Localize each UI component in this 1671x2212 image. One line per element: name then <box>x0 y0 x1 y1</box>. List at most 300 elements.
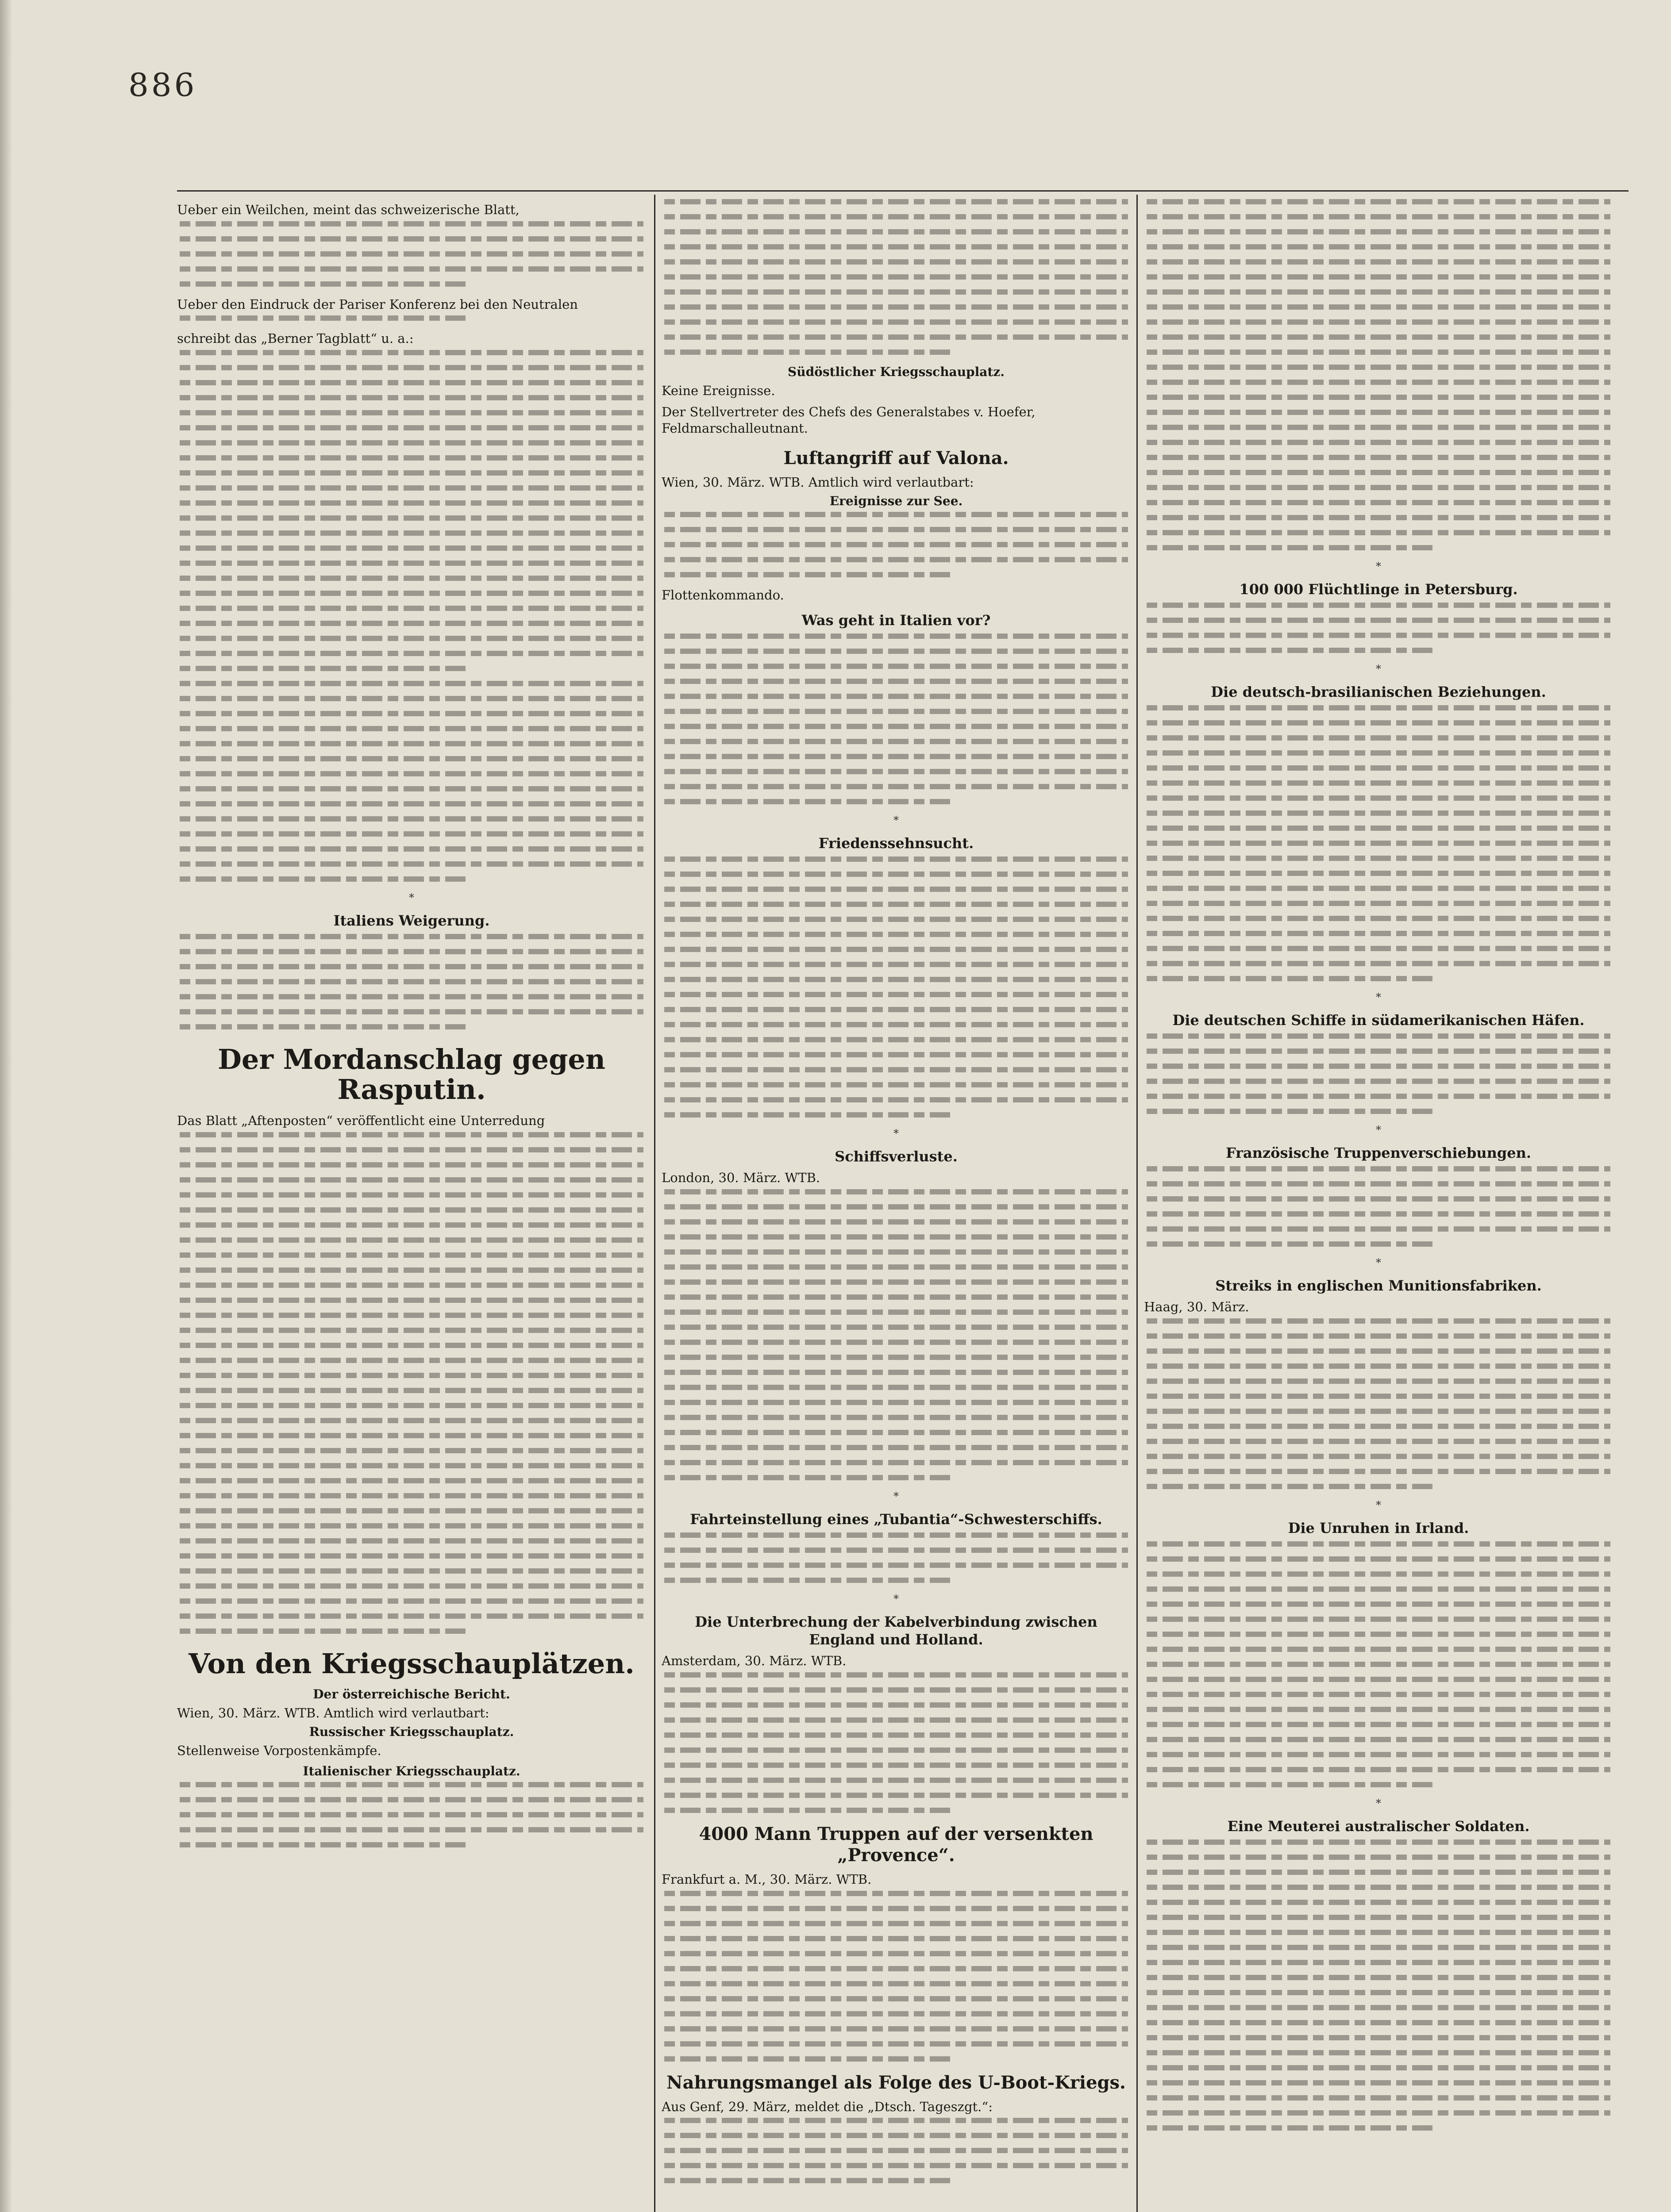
text-line <box>664 1672 1128 1678</box>
text-line <box>180 1132 643 1137</box>
text-line <box>180 591 643 596</box>
paragraph <box>1144 705 1613 981</box>
paragraph <box>177 1113 646 1634</box>
text-line <box>180 365 643 370</box>
article-heading: Friedenssehnsucht. <box>818 835 974 852</box>
text-line <box>180 470 643 476</box>
text-line <box>180 964 643 969</box>
text-line <box>664 229 1128 234</box>
column-rule-2 <box>1136 195 1138 2212</box>
text-line <box>1147 1930 1610 1935</box>
text-line <box>180 221 643 227</box>
text-line <box>1147 618 1610 623</box>
subheading: Russischer Kriegsschauplatz. <box>309 1724 514 1739</box>
text-line <box>664 1249 1128 1255</box>
text-line <box>1147 1439 1610 1444</box>
paragraph <box>1144 1541 1613 1787</box>
text-line <box>664 1460 1128 1465</box>
text-line <box>664 1430 1128 1435</box>
column-rule-1 <box>654 195 655 2212</box>
text-line <box>1147 720 1610 726</box>
text-line <box>1147 2080 1610 2085</box>
paragraph-opening: Frankfurt a. M., 30. März. WTB. <box>662 1871 872 1887</box>
text-line <box>664 1702 1128 1708</box>
paragraph-opening: Das Blatt „Aftenposten“ veröffentlicht eine Unterredung <box>177 1113 545 1129</box>
text-line <box>1147 795 1610 801</box>
text-line <box>180 236 643 242</box>
text-line <box>1147 750 1610 756</box>
text-line <box>664 739 1128 744</box>
text-line <box>1147 765 1610 771</box>
text-line <box>1147 289 1610 295</box>
text-line <box>664 2118 1128 2123</box>
paragraph <box>662 1871 1131 2062</box>
notice-text: Der Stellvertreter des Chefs des Generalstabes v. Hoefer, Feldmarschalleutnant. <box>662 404 1036 436</box>
text-line <box>1147 2005 1610 2010</box>
text-line <box>1147 1662 1610 1667</box>
text-line <box>664 319 1128 325</box>
text-lines <box>177 681 646 882</box>
text-line <box>180 696 643 701</box>
text-line <box>1147 229 1610 234</box>
article-heading: Eine Meuterei australischer Soldaten. <box>1227 1817 1530 1835</box>
text-line <box>180 1478 643 1483</box>
text-line <box>664 334 1128 340</box>
section-separator: * <box>893 1490 899 1503</box>
text-lines <box>1144 199 1613 550</box>
text-line <box>1147 976 1434 981</box>
subheading: Der österreichische Bericht. <box>313 1687 510 1702</box>
text-line <box>1147 841 1610 846</box>
text-lines <box>662 1189 1131 1480</box>
text-line <box>180 1328 643 1333</box>
text-line <box>180 1009 643 1014</box>
text-line <box>180 816 643 822</box>
section-headline: 4000 Mann Truppen auf der versenkten „Provence“. <box>699 1823 1093 1866</box>
text-line <box>664 1763 1128 1768</box>
text-line <box>1147 2020 1610 2025</box>
text-line <box>664 1189 1128 1194</box>
text-line <box>180 1147 643 1152</box>
article-heading: Schiffsverluste. <box>835 1148 958 1165</box>
text-line <box>664 1578 952 1583</box>
headline: Der Mordanschlag gegen Rasputin. <box>218 1043 605 1106</box>
text-line <box>1147 931 1610 936</box>
dateline: Wien, 30. März. WTB. Amtlich wird verlautbart: <box>177 1705 489 1721</box>
text-line <box>664 1279 1128 1285</box>
text-line <box>1147 1079 1610 1084</box>
text-line <box>664 1325 1128 1330</box>
text-line <box>1147 1767 1610 1772</box>
text-line <box>664 1219 1128 1225</box>
text-lines <box>662 634 1131 804</box>
text-line <box>664 1732 1128 1738</box>
text-line <box>1147 886 1610 891</box>
text-line <box>664 1204 1128 1210</box>
text-line <box>664 2011 1128 2016</box>
text-lines <box>177 934 646 1029</box>
paragraph <box>1144 1299 1613 1489</box>
text-line <box>180 1343 643 1348</box>
paragraph <box>662 2099 1131 2184</box>
binding-shadow <box>0 0 12 2212</box>
text-line <box>664 542 1128 547</box>
text-lines <box>177 221 646 287</box>
text-line <box>180 1628 467 1634</box>
text-line <box>1147 274 1610 280</box>
text-line <box>664 2148 1128 2153</box>
text-line <box>664 1264 1128 1270</box>
text-line <box>180 1388 643 1393</box>
text-line <box>1147 826 1610 831</box>
text-line <box>1147 1707 1610 1712</box>
text-line <box>664 1966 1128 1971</box>
text-line <box>664 1082 1128 1087</box>
text-line <box>180 1207 643 1213</box>
paragraph-opening: Ueber ein Weilchen, meint das schweizerische Blatt, <box>177 202 520 217</box>
text-line <box>664 887 1128 892</box>
article-heading: Was geht in Italien vor? <box>801 612 991 629</box>
text-line <box>180 681 643 686</box>
text-line <box>664 1808 952 1813</box>
text-line <box>664 557 1128 562</box>
text-line <box>1147 2050 1610 2055</box>
text-line <box>180 1523 643 1528</box>
text-line <box>664 932 1128 937</box>
text-line <box>1147 1363 1610 1369</box>
text-line <box>1147 319 1610 325</box>
text-line <box>1147 871 1610 876</box>
text-line <box>1147 1647 1610 1652</box>
text-line <box>1147 1722 1610 1727</box>
text-line <box>1147 1348 1610 1354</box>
section-headline: Luftangriff auf Valona. <box>783 448 1009 469</box>
text-line <box>180 1553 643 1559</box>
text-line <box>1147 901 1610 906</box>
text-line <box>664 1891 1128 1896</box>
text-line <box>664 2178 952 2183</box>
text-line <box>664 2163 1128 2168</box>
text-line <box>180 440 643 445</box>
text-line <box>664 754 1128 759</box>
text-line <box>180 756 643 761</box>
text-line <box>180 801 643 806</box>
text-line <box>1147 1181 1610 1187</box>
paragraph <box>177 934 646 1029</box>
text-line <box>180 1403 643 1408</box>
text-line <box>180 846 643 852</box>
text-line <box>1147 1737 1610 1742</box>
text-line <box>1147 603 1610 608</box>
text-line <box>180 1827 643 1832</box>
text-line <box>1147 1556 1610 1562</box>
text-line <box>664 679 1128 684</box>
article-heading: Die deutsch-brasilianischen Beziehungen. <box>1211 684 1546 700</box>
text-line <box>664 1022 1128 1027</box>
text-line <box>180 1267 643 1273</box>
text-lines <box>177 315 646 321</box>
text-line <box>664 1007 1128 1012</box>
text-line <box>180 530 643 536</box>
text-line <box>180 979 643 984</box>
text-line <box>180 726 643 731</box>
text-line <box>1147 500 1610 505</box>
text-line <box>664 244 1128 250</box>
text-line <box>1147 1945 1610 1950</box>
text-line <box>1147 1839 1610 1845</box>
text-line <box>180 621 643 626</box>
paragraph-opening: Ueber den Eindruck der Pariser Konferenz bei den Neutralen <box>177 296 578 312</box>
text-line <box>1147 1211 1610 1217</box>
text-line <box>1147 1094 1610 1099</box>
text-lines <box>177 1782 646 1847</box>
text-lines <box>177 1132 646 1634</box>
text-lines <box>1144 1541 1613 1787</box>
text-line <box>664 1687 1128 1693</box>
paragraph <box>1144 199 1613 550</box>
section-separator: * <box>1376 1797 1381 1809</box>
paragraph <box>1144 1166 1613 1247</box>
text-line <box>1147 648 1434 653</box>
text-line <box>1147 946 1610 951</box>
text-line <box>180 1782 643 1787</box>
text-line <box>180 380 643 385</box>
text-line <box>1147 199 1610 204</box>
article-heading: Streiks in englischen Munitionsfabriken. <box>1215 1277 1542 1294</box>
text-line <box>1147 1692 1610 1697</box>
notice-text: Keine Ereignisse. <box>662 383 775 398</box>
text-line <box>180 1024 467 1029</box>
text-line <box>180 1313 643 1318</box>
text-lines <box>662 199 1131 355</box>
text-line <box>180 934 643 939</box>
text-line <box>180 741 643 746</box>
article-heading: Italiens Weigerung. <box>333 912 490 929</box>
text-line <box>180 831 643 837</box>
text-line <box>180 1508 643 1513</box>
text-lines <box>1144 603 1613 653</box>
section-separator: * <box>1376 1498 1381 1511</box>
article-heading: Die Unterbrechung der Kabelverbindung zwischen England und Holland. <box>695 1613 1097 1648</box>
text-lines <box>1144 1033 1613 1114</box>
text-line <box>1147 1241 1434 1247</box>
text-line <box>180 1358 643 1363</box>
text-line <box>1147 1064 1610 1069</box>
text-line <box>180 425 643 430</box>
article-heading: Französische Truppenverschiebungen. <box>1225 1144 1532 1161</box>
text-line <box>1147 395 1610 400</box>
section-separator: * <box>1376 991 1381 1003</box>
text-line <box>180 1177 643 1183</box>
paragraph-opening: schreibt das „Berner Tagblatt“ u. a.: <box>177 331 414 346</box>
text-line <box>1147 304 1610 310</box>
text-line <box>664 1717 1128 1723</box>
text-line <box>180 545 643 551</box>
text-line <box>1147 2095 1610 2101</box>
paragraph-opening: London, 30. März. WTB. <box>662 1170 820 1186</box>
text-line <box>1147 1394 1610 1399</box>
text-line <box>664 1067 1128 1072</box>
section-separator: * <box>1376 1256 1381 1269</box>
text-line <box>664 664 1128 669</box>
text-line <box>180 561 643 566</box>
text-line <box>664 1793 1128 1798</box>
text-line <box>180 410 643 415</box>
text-line <box>180 1418 643 1423</box>
text-line <box>1147 1990 1610 1995</box>
text-line <box>664 1981 1128 1986</box>
paragraph-opening: Amsterdam, 30. März. WTB. <box>662 1653 847 1669</box>
text-line <box>180 861 643 867</box>
text-line <box>664 1951 1128 1956</box>
text-line <box>1147 1571 1610 1577</box>
text-line <box>1147 244 1610 250</box>
text-line <box>664 694 1128 699</box>
text-line <box>180 636 643 641</box>
text-line <box>1147 380 1610 385</box>
text-lines <box>662 856 1131 1118</box>
text-line <box>664 1340 1128 1345</box>
notice-text: Flottenkommando. <box>662 587 784 603</box>
text-line <box>1147 1855 1610 1860</box>
text-line <box>1147 1782 1434 1787</box>
text-line <box>664 1548 1128 1553</box>
text-line <box>180 251 643 257</box>
text-line <box>664 214 1128 219</box>
text-line <box>1147 1900 1610 1905</box>
text-line <box>664 527 1128 532</box>
text-line <box>180 666 467 671</box>
text-line <box>664 289 1128 295</box>
text-line <box>1147 410 1610 415</box>
text-line <box>664 1234 1128 1240</box>
section-headline: Nahrungsmangel als Folge des U-Boot-Kriegs. <box>666 2072 1126 2093</box>
text-line <box>180 786 643 791</box>
text-line <box>664 917 1128 922</box>
text-line <box>664 1355 1128 1360</box>
text-line <box>180 266 643 272</box>
text-lines <box>662 1891 1131 2062</box>
text-line <box>180 651 643 656</box>
text-lines <box>1144 1166 1613 1247</box>
text-line <box>1147 961 1610 966</box>
paragraph <box>662 1653 1131 1813</box>
text-line <box>664 769 1128 774</box>
text-line <box>664 784 1128 789</box>
text-line <box>664 1996 1128 2001</box>
text-line <box>1147 1617 1610 1622</box>
text-line <box>180 1162 643 1167</box>
text-line <box>664 872 1128 877</box>
text-line <box>1147 334 1610 340</box>
text-line <box>1147 470 1610 475</box>
text-line <box>180 1448 643 1453</box>
text-line <box>664 1778 1128 1783</box>
text-line <box>1147 440 1610 445</box>
text-line <box>1147 1048 1610 1054</box>
text-line <box>1147 1318 1610 1324</box>
text-line <box>180 1192 643 1198</box>
column-right <box>1144 199 1613 2212</box>
paragraph <box>1144 603 1613 653</box>
paragraph <box>662 512 1131 577</box>
text-line <box>664 1037 1128 1042</box>
paragraph <box>177 330 646 671</box>
text-line <box>664 1415 1128 1420</box>
text-line <box>664 274 1128 280</box>
text-lines <box>1144 1318 1613 1489</box>
text-line <box>664 902 1128 907</box>
paragraph <box>177 1782 646 1847</box>
text-line <box>664 349 952 355</box>
dateline: Wien, 30. März. WTB. Amtlich wird verlautbart: <box>662 475 974 490</box>
text-line <box>1147 214 1610 219</box>
text-line <box>1147 1109 1434 1114</box>
top-rule <box>177 190 1629 192</box>
text-line <box>664 856 1128 862</box>
text-lines <box>662 512 1131 577</box>
text-line <box>180 711 643 716</box>
section-separator: * <box>1376 663 1381 675</box>
text-line <box>180 1598 643 1604</box>
text-line <box>180 515 643 521</box>
text-line <box>1147 780 1610 786</box>
text-line <box>180 500 643 506</box>
text-line <box>180 1237 643 1243</box>
paragraph <box>662 856 1131 1118</box>
text-line <box>664 947 1128 952</box>
text-line <box>180 485 643 491</box>
text-line <box>1147 425 1610 430</box>
text-line <box>180 1373 643 1378</box>
text-line <box>664 259 1128 265</box>
text-line <box>1147 735 1610 741</box>
text-line <box>180 1842 467 1847</box>
section-separator: * <box>893 1593 899 1605</box>
text-line <box>1147 1484 1434 1489</box>
text-line <box>180 606 643 611</box>
paragraph <box>1144 1033 1613 1114</box>
text-line <box>664 1475 952 1480</box>
text-line <box>664 799 952 804</box>
text-line <box>1147 455 1610 460</box>
text-line <box>664 304 1128 310</box>
text-line <box>180 1812 643 1817</box>
text-line <box>180 771 643 776</box>
subheading: Ereignisse zur See. <box>829 493 963 508</box>
text-line <box>664 2026 1128 2032</box>
text-line <box>180 395 643 400</box>
text-line <box>180 350 643 355</box>
paragraph <box>1144 1839 1613 2131</box>
text-line <box>180 949 643 954</box>
text-line <box>180 281 467 287</box>
text-line <box>180 1433 643 1438</box>
text-line <box>664 199 1128 204</box>
subheading: Südöstlicher Kriegsschauplatz. <box>787 365 1005 379</box>
text-line <box>180 994 643 999</box>
text-line <box>1147 515 1610 520</box>
text-line <box>1147 1196 1610 1202</box>
text-line <box>1147 1915 1610 1920</box>
text-lines <box>1144 1839 1613 2131</box>
section-separator: * <box>1376 560 1381 572</box>
text-line <box>1147 1033 1610 1039</box>
text-line <box>1147 485 1610 490</box>
text-line <box>1147 2065 1610 2070</box>
text-line <box>664 2041 1128 2047</box>
text-line <box>180 1298 643 1303</box>
